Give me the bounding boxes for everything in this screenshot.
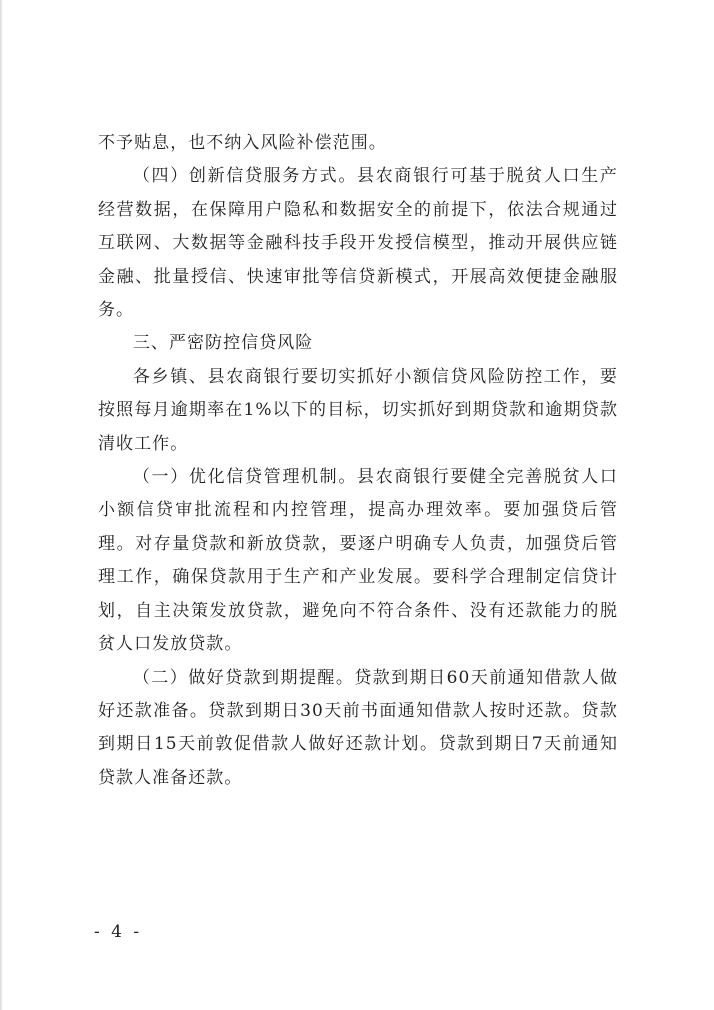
paragraph-risk-control-intro: 各乡镇、县农商银行要切实抓好小额信贷风险防控工作，要按照每月逾期率在1%以下的目标，切实抓好到期贷款和逾期贷款清收工作。 — [98, 366, 618, 454]
paragraph-optimize-management: （一）优化信贷管理机制。县农商银行要健全完善脱贫人口小额信贷审批流程和内控管理，提高办理效率。要加强贷后管理。对存量贷款和新放贷款，要逐户明确专人负责，加强贷后管理工作，确保贷款用于生产和产业发展。要科学合理制定信贷计划，自主决策发放贷款，避免向不符合条件、没有还款能力的脱贫人口发放贷款。 — [98, 467, 618, 655]
paragraph-continuation: 不予贴息，也不纳入风险补偿范围。 — [98, 133, 387, 153]
paragraph-innovate-credit-service: （四）创新信贷服务方式。县农商银行可基于脱贫人口生产经营数据，在保障用户隐私和数据安全的前提下，依法合规通过互联网、大数据等金融科技手段开发授信模型，推动开展供应链金融、批量授信、快速审批等信贷新模式，开展高效便捷金融服务。 — [98, 166, 618, 321]
body-text — [98, 127, 618, 795]
paragraph-loan-reminder: （二）做好贷款到期提醒。贷款到期日60天前通知借款人做好还款准备。贷款到期日30天前书面通知借款人按时还款。贷款到期日15天前敦促借款人做好还款计划。贷款到期日7天前通知贷款人准备还款。 — [98, 667, 618, 788]
page-number: - 4 - — [94, 922, 143, 942]
section-heading-risk-control: 三、严密防控信贷风险 — [132, 333, 314, 354]
scan-edge — [0, 0, 3, 1010]
